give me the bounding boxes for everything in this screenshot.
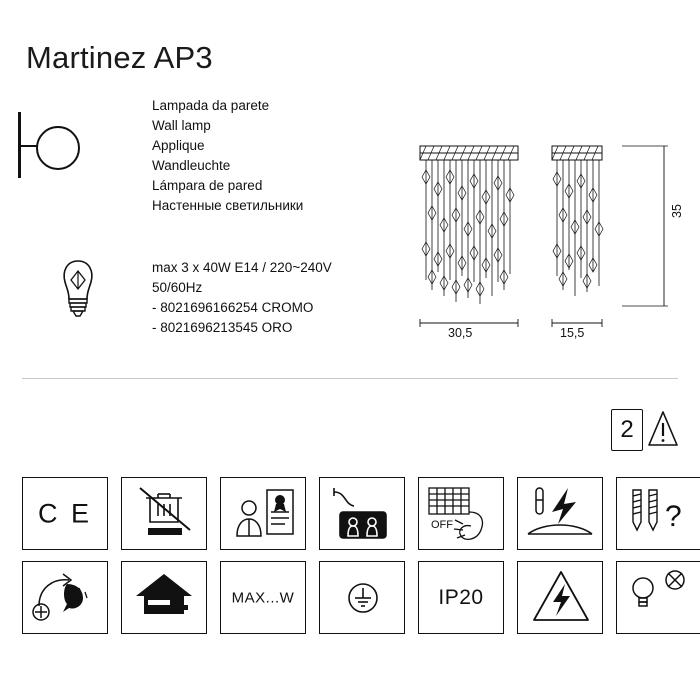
language-item: Wandleuchte <box>152 158 231 173</box>
max-wattage-icon <box>220 561 306 634</box>
language-item: Wall lamp <box>152 118 211 133</box>
dimension-side-width: 15,5 <box>560 326 585 340</box>
question-mark-label: ? <box>665 500 682 533</box>
ip-rating-label: IP20 <box>438 585 484 609</box>
bulb-icon <box>55 258 101 320</box>
off-label: OFF <box>431 519 453 531</box>
icon-row-2 <box>22 550 700 634</box>
icon-grid <box>22 477 700 634</box>
screws-not-included-icon <box>616 477 700 550</box>
wall-mount-icon <box>18 112 88 182</box>
spec-line: 50/60Hz <box>152 280 203 295</box>
language-item: Lampada da parete <box>152 98 270 113</box>
protection-class-badge: 2 <box>611 409 643 451</box>
earth-connection-icon <box>319 561 405 634</box>
indoor-use-only-icon <box>121 561 207 634</box>
ip-rating-icon <box>418 561 504 634</box>
spec-line: max 3 x 40W E14 / 220~240V <box>152 260 332 275</box>
section-divider <box>22 378 678 379</box>
warning-triangle-icon <box>647 409 679 449</box>
icon-row-1 <box>22 477 700 550</box>
dimension-front-width: 30,5 <box>448 326 473 340</box>
lamp-circle <box>36 126 80 170</box>
mounting-rotation-icon <box>22 561 108 634</box>
spec-line: - 8021696166254 CROMO <box>152 300 314 315</box>
technical-drawing <box>400 130 685 350</box>
specifications <box>152 258 332 338</box>
page-title: Martinez AP3 <box>26 40 213 75</box>
no-bulb-included-icon <box>616 561 700 634</box>
electrical-hazard-icon <box>517 561 603 634</box>
language-item: Настенные светильники <box>152 198 304 213</box>
badge-group <box>611 409 679 451</box>
ce-mark-label: C E <box>37 498 92 528</box>
no-household-waste-icon <box>121 477 207 550</box>
spec-line: - 8021696213545 ORO <box>152 320 293 335</box>
disconnect-plug-icon <box>319 477 405 550</box>
ce-mark-icon <box>22 477 108 550</box>
language-item: Applique <box>152 138 205 153</box>
language-list <box>152 96 303 216</box>
dimension-height: 35 <box>670 204 684 218</box>
language-item: Lámpara de pared <box>152 178 263 193</box>
clean-with-cloth-icon <box>517 477 603 550</box>
max-wattage-label: MAX...W <box>231 589 295 606</box>
qualified-electrician-icon <box>220 477 306 550</box>
switch-off-power-icon <box>418 477 504 550</box>
